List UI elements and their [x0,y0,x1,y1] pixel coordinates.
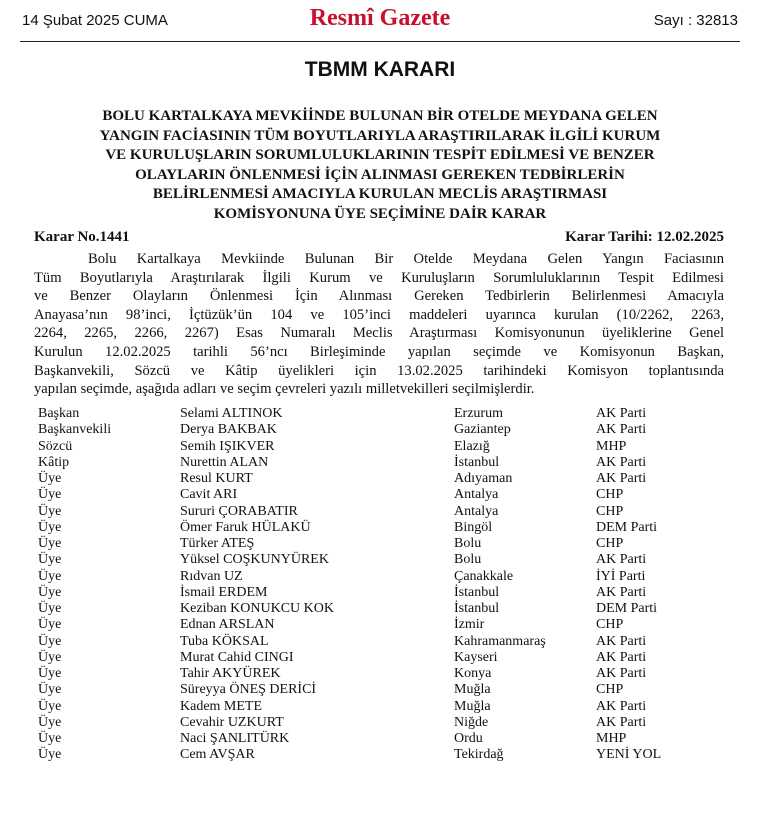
member-row [38,601,728,617]
member-name: Selami ALTINOK [180,406,283,421]
member-name: Türker ATEŞ [180,536,255,551]
member-party: MHP [596,438,627,454]
member-city: Kahramanmaraş [454,633,546,649]
member-row [38,569,728,585]
member-role: Üye [38,714,62,730]
member-row [38,487,728,503]
member-city: Konya [454,666,492,681]
member-name: Cevahir UZKURT [180,714,284,730]
member-row [38,747,728,763]
body-line: yapılan seçimde, aşağıda adları ve seçim çevreleri yazılı milletvekilleri seçilmişlerdir. [34,381,535,398]
issue-number: Sayı : 32813 [653,12,738,29]
member-row [38,715,728,731]
member-row [38,634,728,650]
member-name: Ednan ARSLAN [180,617,275,633]
member-role: Üye [38,584,62,600]
member-row [38,617,728,633]
member-row [38,471,728,487]
member-row [38,520,728,536]
member-role: Üye [38,471,62,486]
member-name: İsmail ERDEM [180,584,268,600]
member-city: Gaziantep [454,422,511,438]
member-role: Üye [38,698,62,714]
publication-title: Resmî Gazete [309,5,451,31]
member-row [38,536,728,552]
member-role: Üye [38,503,62,519]
member-role: Başkanvekili [38,422,112,438]
member-name: Tuba KÖKSAL [180,633,269,649]
member-party: CHP [596,682,624,698]
member-role: Başkan [38,406,80,421]
body-line: ve Benzer Olayların Önlenmesi İçin Alınması Gereken Tedbirlerin Belirlenmesi Amacıyla [34,288,724,305]
member-party: AK Parti [596,471,647,486]
member-name: Ömer Faruk HÜLAKÜ [180,519,311,535]
member-role: Üye [38,601,62,616]
decision-number: Karar No.1441 [34,229,130,245]
member-name: Tahir AKYÜREK [180,666,281,681]
body-line: Anayasa’nın 98’inci, İçtüzük’ün 104 ve 105’inci maddeleri uyarınca kurulan (10/2262, 2263, [34,306,724,323]
member-role: Üye [38,682,62,698]
member-role: Üye [38,633,62,649]
member-row [38,731,728,747]
decision-meta [34,229,724,249]
member-role: Üye [38,731,62,746]
member-name: Süreyya ÖNEŞ DERİCİ [180,682,317,698]
member-row [38,682,728,698]
member-name: Rıdvan UZ [180,568,243,584]
member-name: Cem AVŞAR [180,747,255,763]
member-city: Tekirdağ [454,747,504,763]
member-city: Bingöl [454,519,493,535]
body-line: Başkanvekili, Sözcü ve Kâtip üyelikleri için 13.02.2025 tarihindeki Komisyon toplantısında [34,362,724,379]
member-city: Antalya [454,487,499,503]
body-line: Tüm Boyutlarıyla Araştırılarak İlgili Kurum ve Kuruluşların Sorumluluklarının Tespit Edilmesi [34,269,724,286]
member-city: Bolu [454,552,482,568]
header-date: 14 Şubat 2025 CUMA [22,12,168,29]
member-name: Semih IŞIKVER [180,438,275,454]
decision-title-line: BOLU KARTALKAYA MEVKİİNDE BULUNAN BİR OTELDE MEYDANA GELEN [102,108,658,124]
member-city: Antalya [454,503,499,519]
member-party: AK Parti [596,666,647,681]
member-city: Adıyaman [454,471,513,486]
member-party: AK Parti [596,422,647,438]
member-city: Niğde [454,714,489,730]
member-party: AK Parti [596,649,647,665]
member-party: AK Parti [596,584,647,600]
member-party: AK Parti [596,406,647,421]
member-role: Üye [38,666,62,681]
member-city: İstanbul [454,584,500,600]
member-name: Nurettin ALAN [180,454,269,470]
member-name: Kadem METE [180,698,263,714]
member-party: AK Parti [596,714,647,730]
decision-title-line: YANGIN FACİASININ TÜM BOYUTLARIYLA ARAŞTIRILARAK İLGİLİ KURUM [99,127,661,144]
member-row [38,406,728,422]
member-party: YENİ YOL [596,747,662,763]
member-party: AK Parti [596,698,647,714]
member-city: Muğla [454,698,491,714]
decision-date: Karar Tarihi: 12.02.2025 [565,229,724,245]
member-role: Üye [38,552,62,568]
body-line: Bolu Kartalkaya Mevkiinde Bulunan Bir Otelde Meydana Gelen Yangın Faciasının [88,251,724,267]
member-row [38,504,728,520]
member-name: Derya BAKBAK [180,422,277,438]
member-name: Sururi ÇORABATIR [180,503,298,519]
member-row [38,666,728,682]
member-city: Erzurum [454,406,503,421]
page-header [0,0,760,44]
body-line: 2264, 2265, 2266, 2267) Esas Numaralı Meclis Araştırması Komisyonunun üyeliklerine Genel [34,325,724,342]
member-party: AK Parti [596,552,647,568]
member-city: Çanakkale [454,568,514,584]
member-role: Üye [38,617,62,633]
decision-title-line: OLAYLARIN ÖNLENMESİ İÇİN ALINMASI GEREKEN TEDBİRLERİN [135,166,625,183]
member-city: İstanbul [454,454,500,470]
member-role: Üye [38,519,62,535]
member-party: AK Parti [596,633,647,649]
header-divider [20,41,740,42]
member-name: Naci ŞANLITÜRK [180,731,290,746]
member-row [38,552,728,568]
member-party: CHP [596,536,624,551]
decision-title-line: BELİRLENMESİ AMACIYLA KURULAN MECLİS ARAŞTIRMASI [152,186,608,203]
member-party: CHP [596,503,624,519]
member-city: İzmir [454,617,485,633]
member-role: Üye [38,568,62,584]
member-row [38,422,728,438]
decision-title-line: KOMİSYONUNA ÜYE SEÇİMİNE DAİR KARAR [213,205,547,222]
member-row [38,439,728,455]
member-city: Muğla [454,682,491,698]
decision-body [34,250,724,399]
member-name: Keziban KONUKCU KOK [180,601,334,616]
member-role: Üye [38,747,62,763]
member-role: Kâtip [38,454,70,470]
member-name: Yüksel COŞKUNYÜREK [180,552,329,568]
member-row [38,585,728,601]
member-role: Sözcü [38,438,73,454]
decision-title [22,107,738,225]
member-party: İYİ Parti [596,568,646,584]
member-name: Murat Cahid CINGI [180,649,294,665]
member-list [38,406,728,764]
member-name: Cavit ARI [180,487,238,503]
member-party: CHP [596,617,624,633]
member-party: DEM Parti [596,601,658,616]
member-party: MHP [596,731,627,746]
decision-title-line: VE KURULUŞLARIN SORUMLULUKLARININ TESPİT EDİLMESİ VE BENZER [105,147,655,164]
member-city: İstanbul [454,601,500,616]
member-party: CHP [596,487,624,503]
member-row [38,699,728,715]
member-city: Ordu [454,731,483,746]
member-row [38,455,728,471]
document-type: TBMM KARARI [304,58,456,81]
body-line: Kurulun 12.02.2025 tarihli 56’ncı Birleşiminde yapılan seçimde ve Komisyonun Başkan, [34,343,724,360]
member-party: DEM Parti [596,519,658,535]
member-role: Üye [38,536,62,551]
member-role: Üye [38,487,62,503]
member-city: Kayseri [454,649,498,665]
member-name: Resul KURT [180,471,253,486]
member-party: AK Parti [596,454,647,470]
member-row [38,650,728,666]
member-city: Elazığ [454,438,490,454]
member-city: Bolu [454,536,482,551]
member-role: Üye [38,649,62,665]
